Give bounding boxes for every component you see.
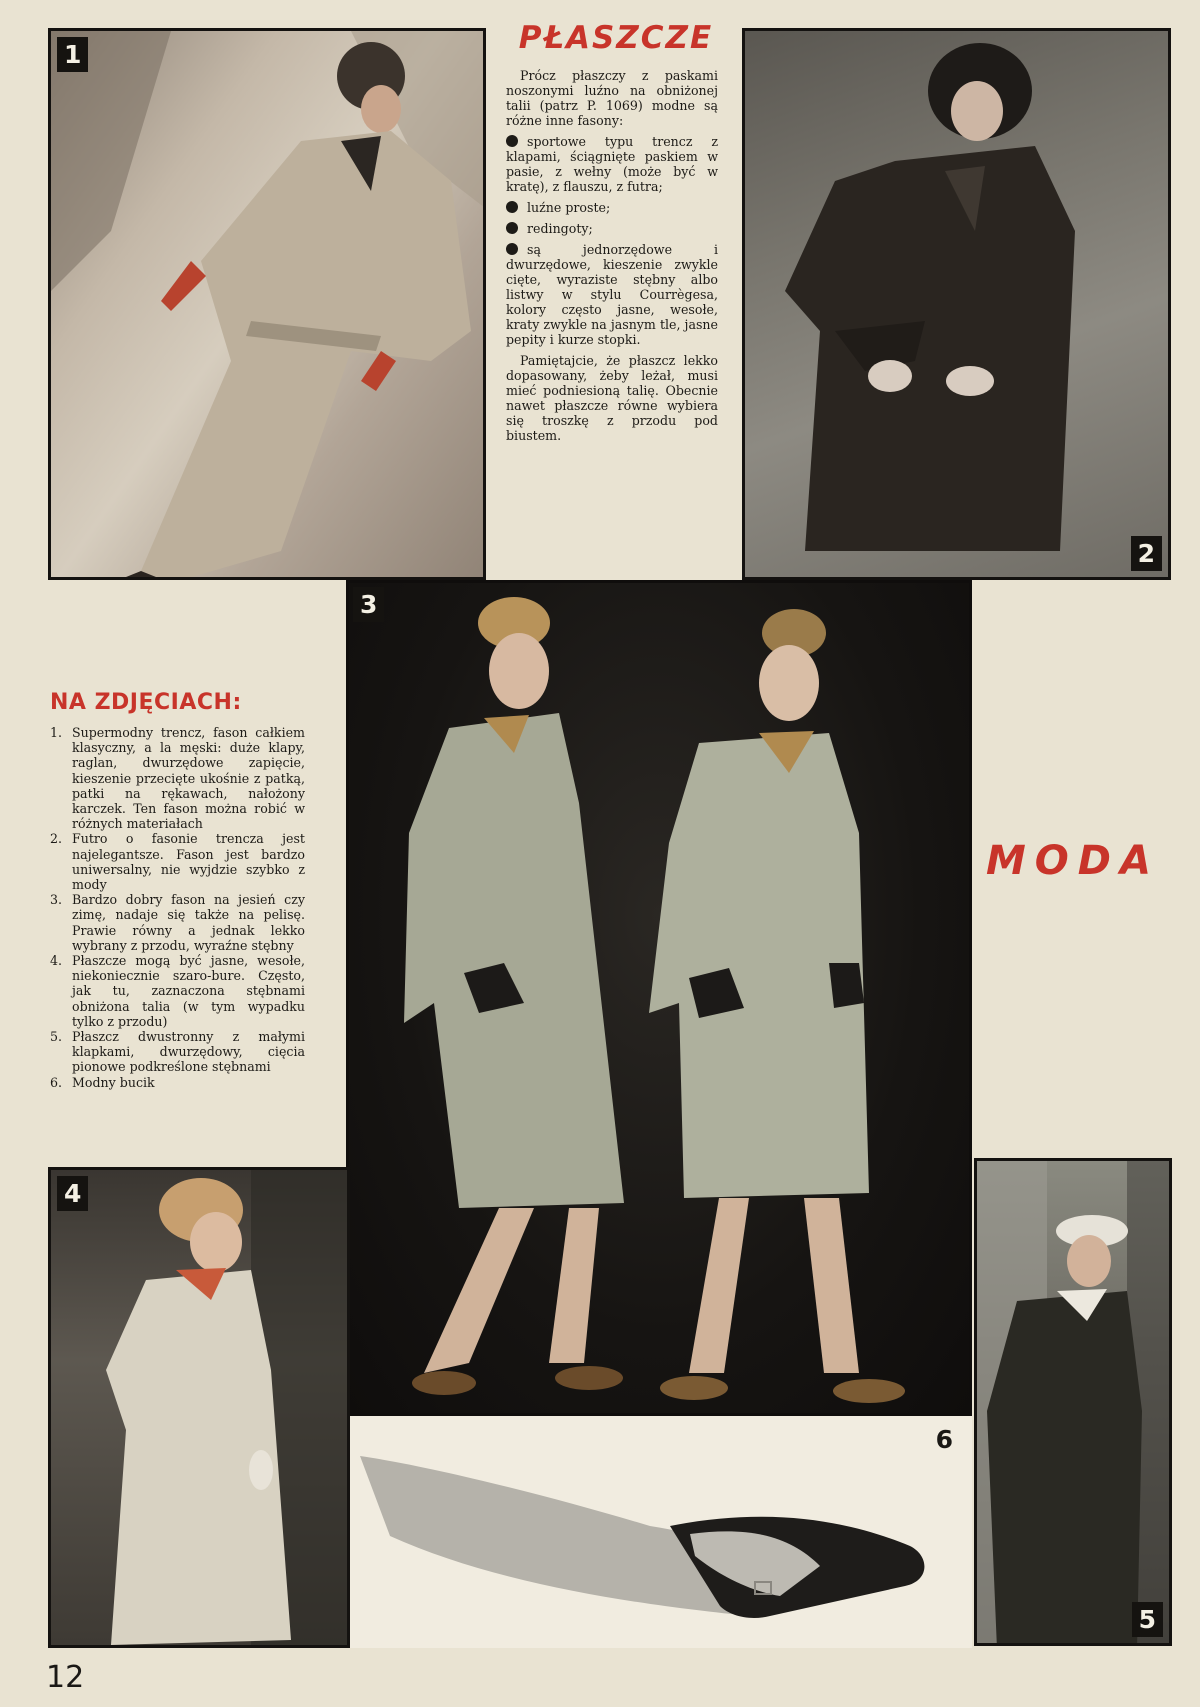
shoe-figure xyxy=(350,1416,972,1648)
bullet-item xyxy=(506,221,718,236)
caption-item xyxy=(50,725,305,831)
bullet-text: sportowe typu trencz z klapami, ściągnięte paskiem w pasie, z wełny (może być w kratę), z flauszu, z futra; xyxy=(506,134,718,194)
photo-number-6: 6 xyxy=(935,1425,953,1454)
caption-item xyxy=(50,831,305,892)
caption-text: Płaszcz dwustronny z małymi klapkami, dwurzędowy, cięcia pionowe podkreślone stębnami xyxy=(72,1029,305,1075)
light-coat-figure xyxy=(51,1170,350,1648)
caption-text: Płaszcze mogą być jasne, wesołe, niekoniecznie szaro-bure. Często, jak tu, zaznaczona stębnami obniżona talia (w tym wypadku tylko z przodu) xyxy=(72,953,305,1029)
caption-number: 5. xyxy=(50,1029,63,1045)
photo-4-light-coat xyxy=(48,1167,350,1648)
photo-6-shoe xyxy=(350,1416,972,1648)
bullet-item xyxy=(506,134,718,194)
caption-text: Bardzo dobry fason na jesień czy zimę, nadaje się także na pelisę. Prawie równy a jednak lekko wybrany z przodu, wyraźne stębny xyxy=(72,892,305,953)
photo-number-5: 5 xyxy=(1132,1602,1163,1637)
caption-number: 3. xyxy=(50,892,63,908)
caption-text: Supermodny trencz, fason całkiem klasyczny, a la męski: duże klapy, raglan, dwurzędowe zapięcie, kieszenie przecięte ukośnie z patką, patki na rękawach, nałożony karczek. Ten fason można robić w różnych materiałach xyxy=(72,725,305,832)
photo-number-3: 3 xyxy=(353,587,384,622)
bullet-dot-icon xyxy=(506,201,518,213)
article-body xyxy=(506,68,718,449)
caption-number: 2. xyxy=(50,831,63,847)
caption-item xyxy=(50,953,305,1029)
caption-number: 1. xyxy=(50,725,63,740)
fur-coat-figure xyxy=(745,31,1171,580)
bullet-text: luźne proste; xyxy=(527,200,611,215)
bullet-dot-icon xyxy=(506,222,518,234)
section-label: MODA xyxy=(986,838,1160,884)
photo-3-double-breasted-coats xyxy=(346,580,972,1416)
captions-title: NA ZDJĘCIACH: xyxy=(50,690,242,715)
caption-item xyxy=(50,1075,305,1090)
caption-number: 4. xyxy=(50,953,63,969)
bullet-text: redingoty; xyxy=(527,221,593,236)
photo-1-trench-coat xyxy=(48,28,486,580)
caption-text: Modny bucik xyxy=(72,1074,155,1090)
photo-5-reversible-coat xyxy=(974,1158,1172,1646)
page-number: 12 xyxy=(46,1660,85,1695)
bullet-item xyxy=(506,242,718,347)
trench-coat-figure xyxy=(51,31,486,580)
bullet-dot-icon xyxy=(506,135,518,147)
bullet-dot-icon xyxy=(506,243,518,255)
article-intro: Prócz płaszczy z paskami noszonymi luźno na obniżonej talii (patrz P. 1069) modne są różne inne fasony: xyxy=(506,68,718,128)
photo-number-1: 1 xyxy=(57,37,88,72)
photo-2-fur-coat xyxy=(742,28,1171,580)
bullet-item xyxy=(506,200,718,215)
photo-number-4: 4 xyxy=(57,1176,88,1211)
article-closing: Pamiętajcie, że płaszcz lekko dopasowany, żeby leżał, musi mieć podniesioną talię. Obecnie nawet płaszcze równe wybiera się troszkę z przodu pod biustem. xyxy=(506,353,718,443)
photo-number-2: 2 xyxy=(1131,536,1162,571)
caption-item xyxy=(50,892,305,953)
caption-item xyxy=(50,1029,305,1075)
caption-number: 6. xyxy=(50,1074,63,1090)
captions-list xyxy=(50,725,305,1090)
article-headline: PŁASZCZE xyxy=(518,20,714,56)
caption-text: Futro o fasonie trencza jest najelegantsze. Fason jest bardzo uniwersalny, nie wyjdzie szybko z mody xyxy=(72,831,305,893)
reversible-coat-figure xyxy=(977,1161,1172,1646)
two-models-figure xyxy=(349,583,972,1416)
bullet-text: są jednorzędowe i dwurzędowe, kieszenie zwykle cięte, wyraziste stębny albo listwy w stylu Courrègesa, kolory często jasne, wesołe, kraty zwykle na jasnym tle, jasne pepity i kurze stopki. xyxy=(506,242,718,347)
